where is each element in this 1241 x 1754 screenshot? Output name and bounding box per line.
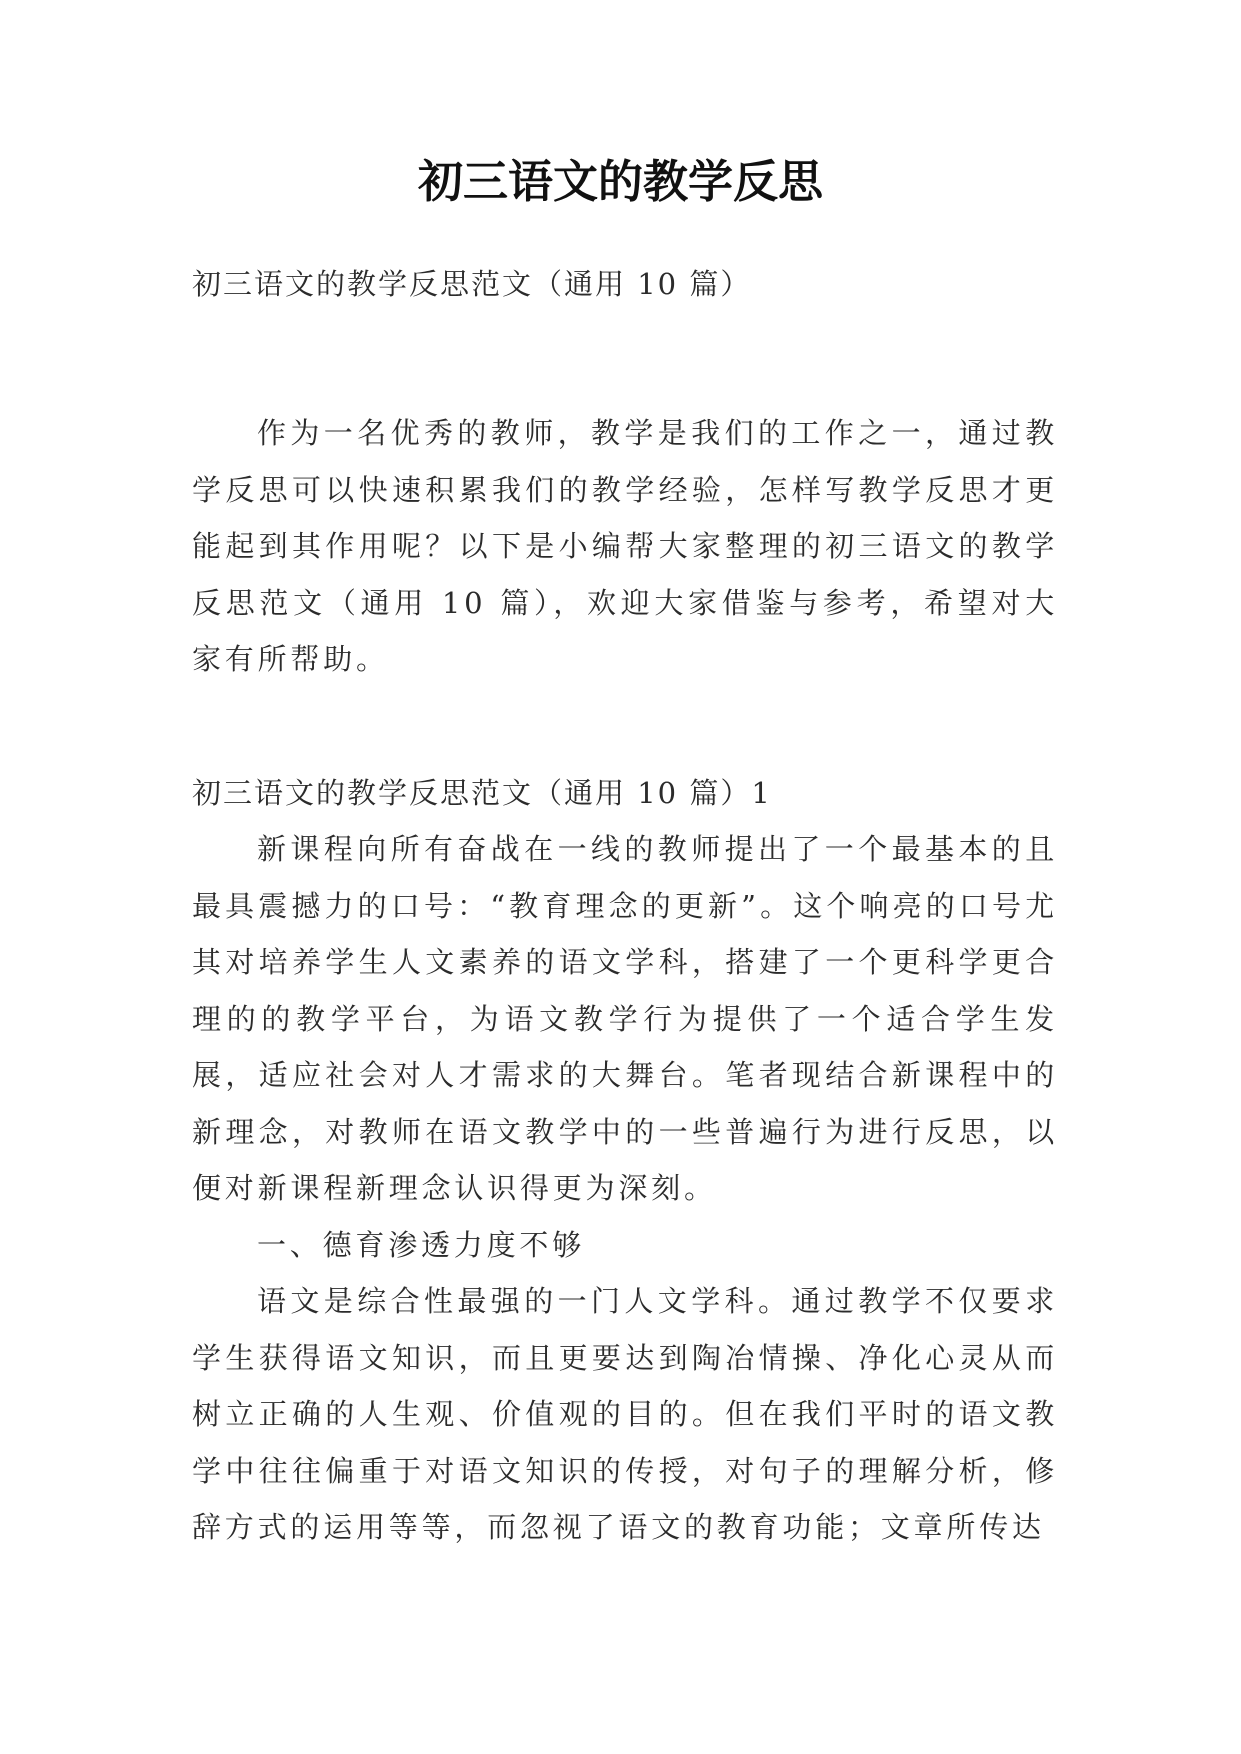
intro-paragraph: 作为一名优秀的教师，教学是我们的工作之一，通过教学反思可以快速积累我们的教学经验，怎样写教学反思才更能起到其作用呢？以下是小编帮大家整理的初三语文的教学反思范文（通用 10 篇），欢迎大家借鉴与参考，希望对大家有所帮助。 <box>192 416 1058 676</box>
section-body <box>192 821 1058 1556</box>
sub-heading: 一、德育渗透力度不够 <box>257 1227 586 1262</box>
body-paragraph: 语文是综合性最强的一门人文学科。通过教学不仅要求学生获得语文知识，而且更要达到陶冶情操、净化心灵从而树立正确的人生观、价值观的目的。但在我们平时的语文教学中往往偏重于对语文知识的传授，对句子的理解分析，修辞方式的运用等等，而忽视了语文的教育功能；文章所传达 <box>192 1284 1058 1544</box>
body-paragraph: 新课程向所有奋战在一线的教师提出了一个最基本的且最具震撼力的口号：“教育理念的更新”。这个响亮的口号尤其对培养学生人文素养的语文学科，搭建了一个更科学更合理的的教学平台，为语文教学行为提供了一个适合学生发展，适应社会对人才需求的大舞台。笔者现结合新课程中的新理念，对教师在语文教学中的一些普遍行为进行反思，以便对新课程新理念认识得更为深刻。 <box>192 832 1058 1205</box>
document-subtitle: 初三语文的教学反思范文（通用 10 篇） <box>192 267 752 301</box>
document-title: 初三语文的教学反思 <box>417 155 823 208</box>
section-heading: 初三语文的教学反思范文（通用 10 篇）1 <box>192 776 772 810</box>
